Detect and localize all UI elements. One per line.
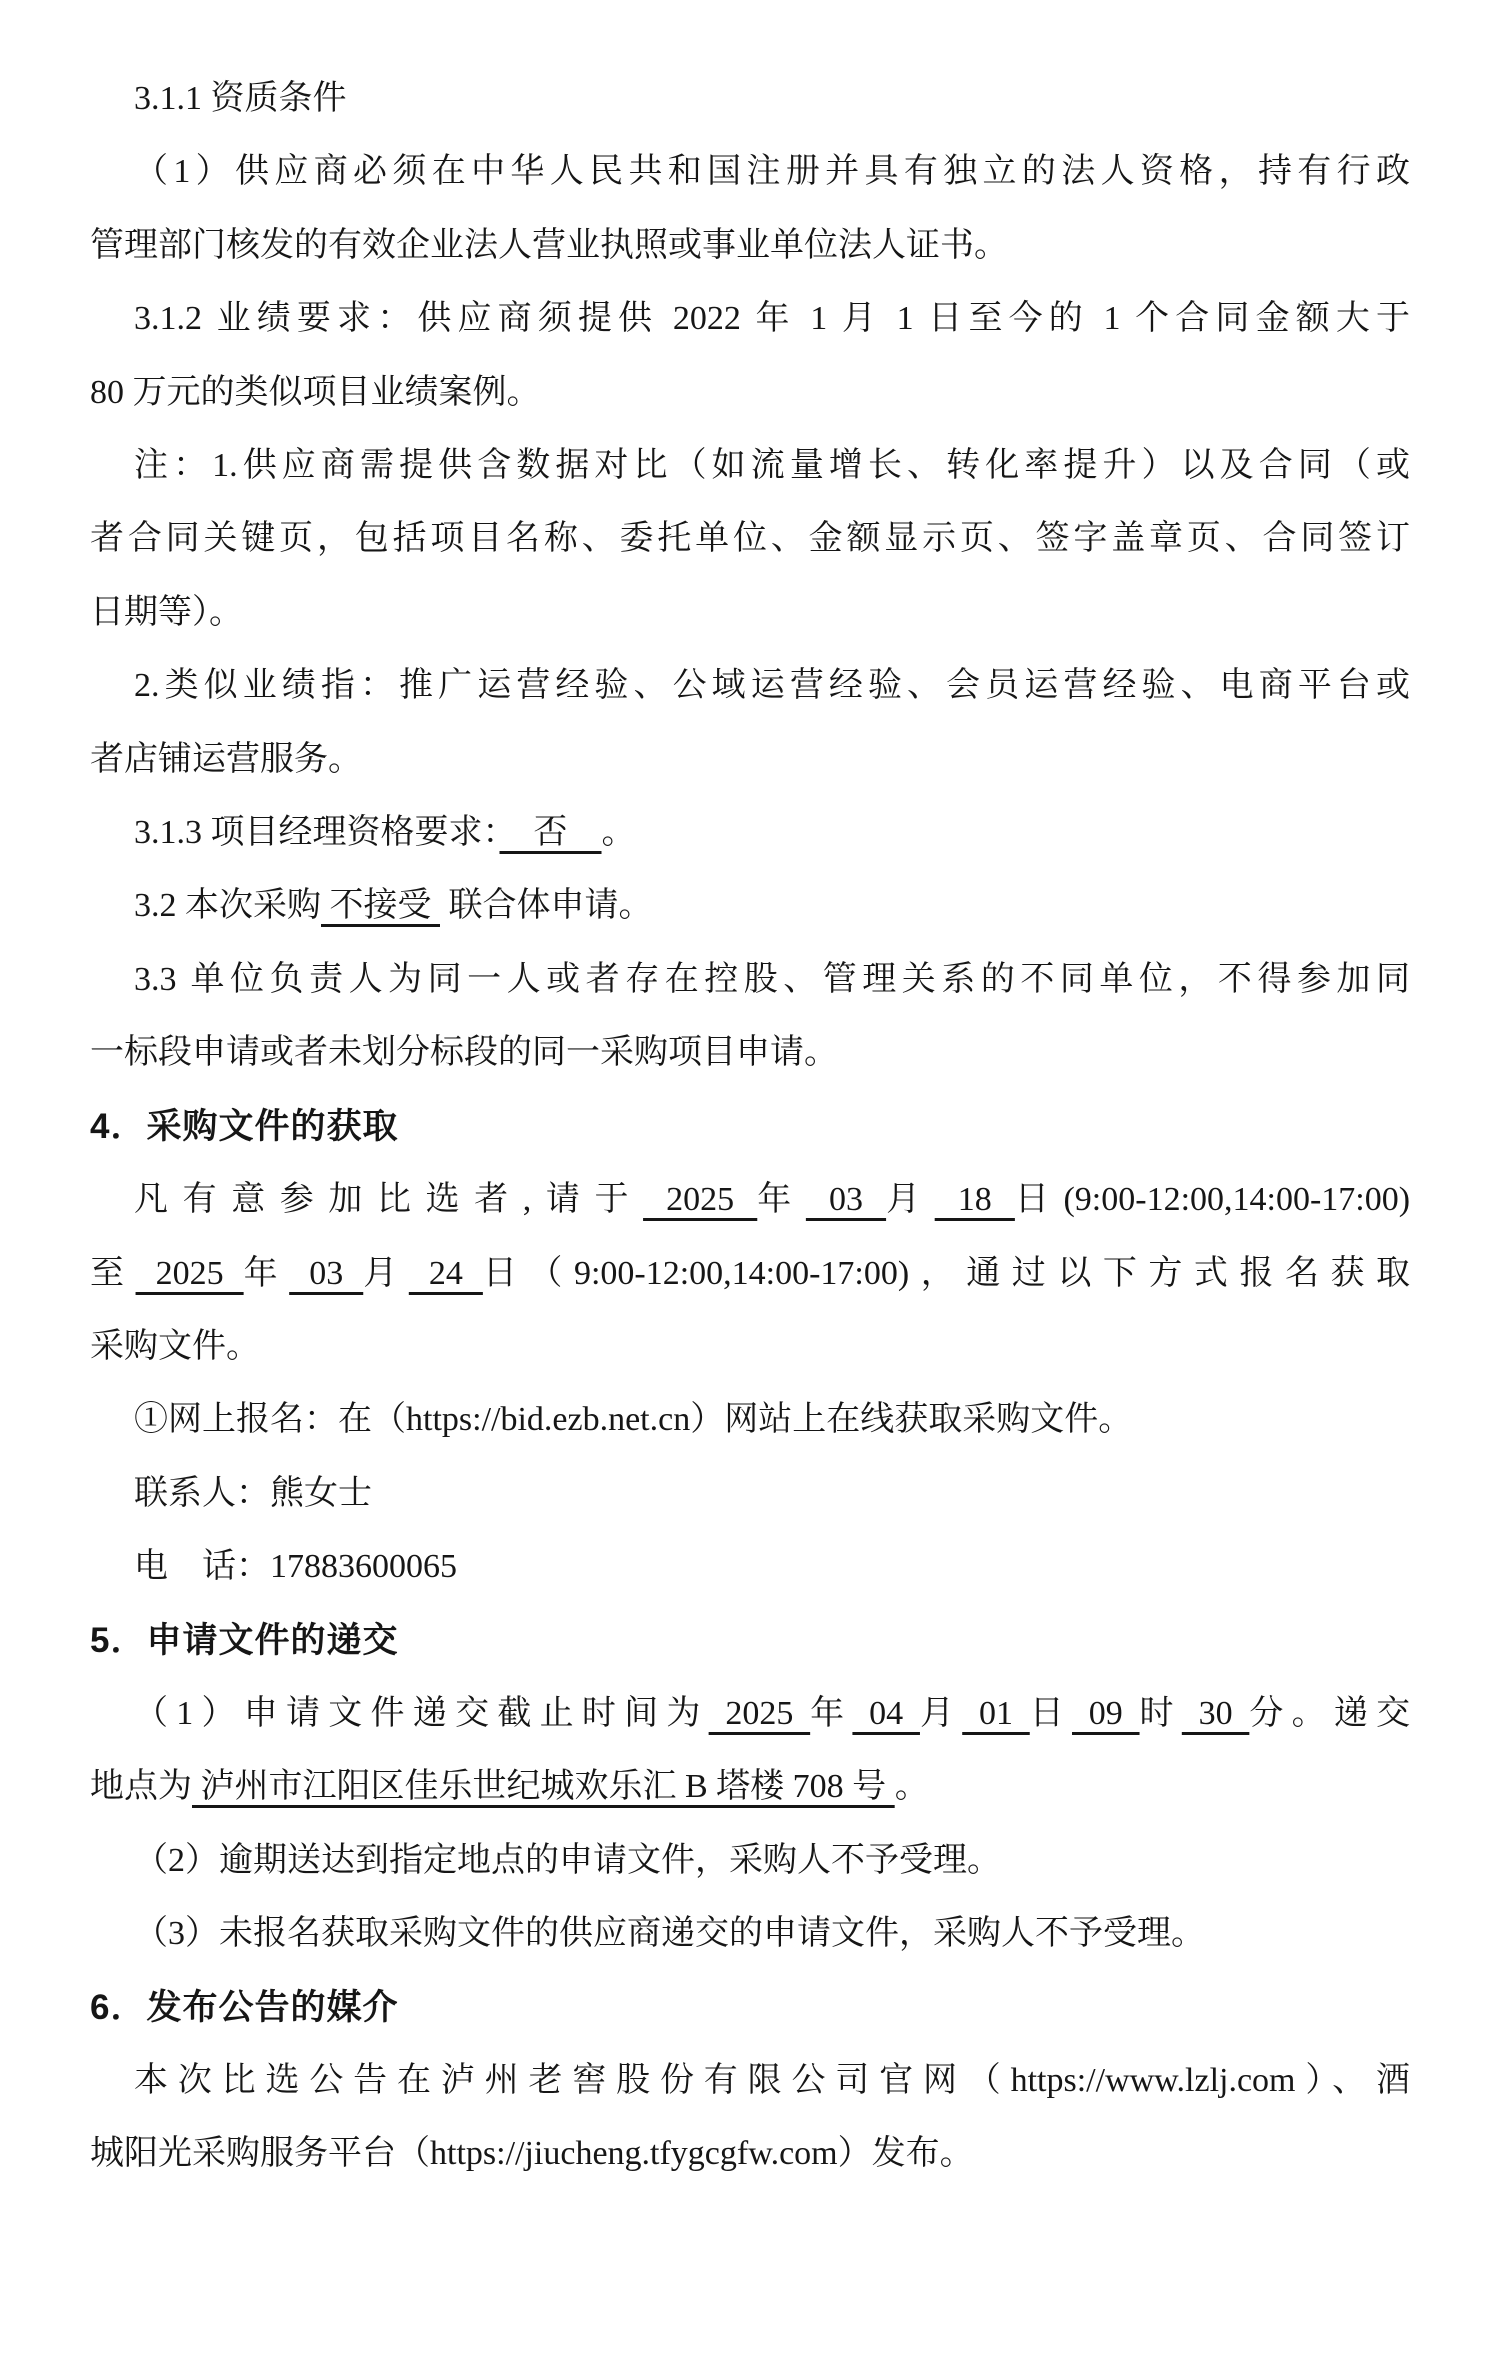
- heading-section-6: [90, 1971, 1410, 2044]
- text-segment: （1）申请文件递交截止时间为: [134, 1694, 709, 1732]
- text-segment: 4．采购文件的获取: [90, 1106, 399, 1146]
- text-segment: 联合体申请。: [440, 887, 653, 925]
- note-2-line-1: [90, 649, 1410, 722]
- underlined-field: 2025: [708, 1694, 811, 1732]
- text-segment: 者店铺运营服务。: [90, 740, 362, 778]
- text-segment: 日期等）。: [90, 593, 243, 631]
- note-2-line-2: [90, 723, 1410, 796]
- text-segment: 日(9:00-12:00,14:00-17:00): [1014, 1181, 1411, 1219]
- text-segment: 3.2 本次采购: [134, 887, 321, 925]
- clause-5-1-line-1: [90, 1677, 1410, 1750]
- underlined-field: 04: [852, 1694, 920, 1732]
- underlined-field: 2025: [135, 1254, 244, 1292]
- clause-4-line-3: [90, 1310, 1410, 1383]
- text-segment: 管理部门核发的有效企业法人营业执照或事业单位法人证书。: [90, 226, 1008, 264]
- text-segment: ①网上报名：在（https://bid.ezb.net.cn）网站上在线获取采购文件。: [134, 1401, 1133, 1439]
- contact-person: [90, 1457, 1410, 1530]
- text-segment: 3.3 单位负责人为同一人或者存在控股、管理关系的不同单位，不得参加同: [134, 960, 1410, 998]
- text-segment: 月: [363, 1254, 409, 1292]
- text-segment: 城阳光采购服务平台（https://jiucheng.tfygcgfw.com）发布。: [90, 2135, 974, 2173]
- text-segment: 一标段申请或者未划分标段的同一采购项目申请。: [90, 1034, 838, 1072]
- clause-6-line-2: [90, 2117, 1410, 2190]
- text-segment: 日: [1029, 1694, 1073, 1732]
- clause-5-1-line-2: [90, 1750, 1410, 1823]
- text-segment: 日（9:00-12:00,14:00-17:00)，通过以下方式报名获取: [482, 1254, 1411, 1292]
- clause-4-line-1: [90, 1163, 1410, 1236]
- underlined-field: 30: [1181, 1694, 1250, 1732]
- clause-3-1-2-line-1: [90, 282, 1410, 355]
- text-segment: 80 万元的类似项目业绩案例。: [90, 373, 541, 411]
- clause-5-2: [90, 1824, 1410, 1897]
- text-segment: 年: [757, 1181, 806, 1219]
- registration-method: [90, 1383, 1410, 1456]
- clause-6-line-1: [90, 2044, 1410, 2117]
- text-segment: 月: [919, 1694, 963, 1732]
- clause-qualification-line-2: [90, 209, 1410, 282]
- heading-section-4: [90, 1090, 1410, 1163]
- text-segment: 5．申请文件的递交: [90, 1620, 399, 1660]
- clause-3-3-line-1: [90, 943, 1410, 1016]
- text-segment: 月: [886, 1181, 935, 1219]
- note-1-line-2: [90, 502, 1410, 575]
- text-segment: 2.类似业绩指：推广运营经验、公域运营经验、会员运营经验、电商平台或: [134, 667, 1410, 705]
- text-segment: 。: [601, 814, 636, 852]
- underlined-field: 03: [805, 1181, 887, 1219]
- text-segment: 本次比选公告在泸州老窖股份有限公司官网（https://www.lzlj.com）、酒: [134, 2061, 1410, 2099]
- clause-3-3-line-2: [90, 1016, 1410, 1089]
- underlined-field: 03: [289, 1254, 364, 1292]
- clause-3-1-2-line-2: [90, 356, 1410, 429]
- note-1-line-3: [90, 576, 1410, 649]
- text-segment: 3.1.1 资质条件: [134, 80, 347, 117]
- text-segment: 6．发布公告的媒介: [90, 1987, 399, 2027]
- note-1-line-1: [90, 429, 1410, 502]
- text-segment: 年: [810, 1694, 853, 1732]
- text-segment: 分。递交: [1249, 1694, 1411, 1732]
- text-segment: 至: [90, 1254, 136, 1292]
- underlined-field: 09: [1072, 1694, 1140, 1732]
- clause-3-1-3: [90, 796, 1410, 869]
- clause-3-2: [90, 869, 1410, 942]
- text-segment: 电 话：17883600065: [134, 1548, 457, 1586]
- text-segment: 3.1.2 业绩要求：供应商须提供 2022 年 1 月 1 日至今的 1 个合同金额大于: [134, 300, 1410, 338]
- clause-4-line-2: [90, 1237, 1410, 1310]
- heading-section-5: [90, 1604, 1410, 1677]
- underlined-field: 24: [408, 1254, 483, 1292]
- text-segment: 凡有意参加比选者,请于: [134, 1181, 644, 1219]
- text-segment: 3.1.3 项目经理资格要求：: [134, 814, 500, 852]
- clause-5-3: [90, 1897, 1410, 1970]
- underlined-field: 01: [962, 1694, 1030, 1732]
- text-segment: 联系人：熊女士: [134, 1474, 372, 1512]
- text-segment: 。: [894, 1768, 929, 1806]
- text-segment: 注：1.供应商需提供含数据对比（如流量增长、转化率提升）以及合同（或: [134, 447, 1410, 485]
- underlined-field: 泸州市江阳区佳乐世纪城欢乐汇 B 塔楼 708 号: [192, 1768, 895, 1806]
- text-segment: 采购文件。: [90, 1327, 260, 1365]
- text-segment: （2）逾期送达到指定地点的申请文件，采购人不予受理。: [134, 1841, 1001, 1879]
- text-segment: （3）未报名获取采购文件的供应商递交的申请文件，采购人不予受理。: [134, 1915, 1205, 1953]
- document-body: [90, 62, 1410, 2191]
- clause-qualification-line-1: [90, 135, 1410, 208]
- text-segment: 者合同关键页，包括项目名称、委托单位、金额显示页、签字盖章页、合同签订: [90, 520, 1410, 558]
- text-segment: （1）供应商必须在中华人民共和国注册并具有独立的法人资格，持有行政: [134, 153, 1410, 191]
- text-segment: 时: [1139, 1694, 1182, 1732]
- contact-phone: [90, 1530, 1410, 1603]
- clause-3-1-1-title: [90, 62, 1410, 135]
- underlined-field: 不接受: [321, 887, 440, 925]
- underlined-field: 2025: [643, 1181, 758, 1219]
- underlined-field: 18: [934, 1181, 1015, 1219]
- underlined-field: 否: [499, 814, 602, 852]
- text-segment: 地点为: [90, 1768, 192, 1806]
- text-segment: 年: [243, 1254, 290, 1292]
